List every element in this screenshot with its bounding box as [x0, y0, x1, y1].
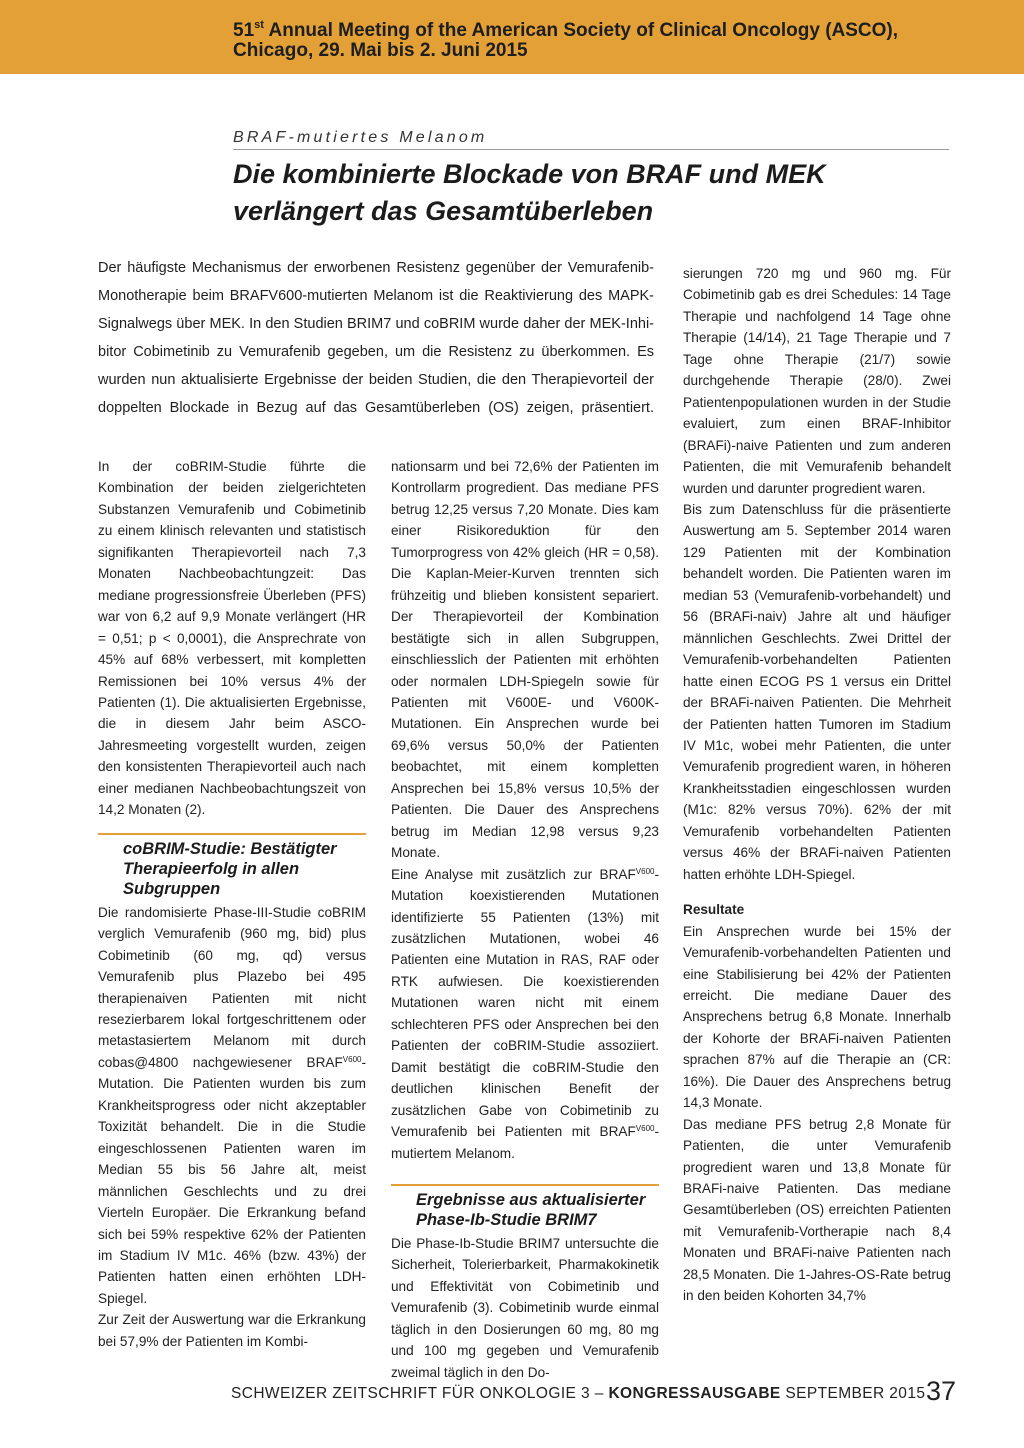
journal-name: SCHWEIZER ZEITSCHRIFT FÜR ONKOLOGIE 3 – — [231, 1385, 604, 1402]
page-number: 37 — [926, 1376, 957, 1406]
article-title-line2: verlängert das Gesamtüberleben — [233, 196, 654, 226]
meeting-title-line2: Chicago, 29. Mai bis 2. Juni 2015 — [233, 40, 528, 61]
paragraph: Zur Zeit der Auswertung war die Erkrankung bei 57,9% der Patienten im Kombi- — [98, 1312, 366, 1349]
subhead-divider — [391, 1184, 659, 1186]
section-heading: Ergebnisse aus aktualisierter Phase-Ib-Studie BRIM7 — [416, 1190, 646, 1229]
issue-date: SEPTEMBER 2015 — [785, 1385, 926, 1402]
article-topic: BRAF-mutiertes Melanom — [233, 129, 488, 146]
column-1 — [98, 456, 366, 1352]
lead-line: Der häufigste Mechanismus der erworbenen Resistenz gegenüber der Vemurafenib- — [98, 260, 654, 276]
section-heading: coBRIM-Studie: Bestätigter Therapieerfolg in allen Subgruppen — [123, 839, 337, 898]
lead-line: bitor Cobimetinib zu Vemurafenib gegeben, um die Resistenz zu überkommen. Es — [98, 344, 654, 360]
subhead-divider — [98, 833, 366, 835]
paragraph: Die randomisierte Phase-III-Studie coBRIM verglich Vemurafenib (960 mg, bid) plus Cobimetinib (60 mg, qd) versus Vemurafenib plus Plazebo bei 495 therapienaiven Patienten mit nicht resezierbarem lokal fortgeschrittenem oder metastasiertem Melanom mit durch cobas@4800 nachgewiesener $BRAF^{V600}$-Mutation. Die Patienten wurden bis zum Krankheitsprogress oder nicht akzeptabler Toxizität behandelt. Die in die Studie eingeschlossenen Patienten waren im Median 55 bis 56 Jahre alt, meist männlichen Geschlechts und zu drei Vierteln Europäer. Die Erkrankung befand sich bei 59% respektive 62% der Patienten im Stadium IV M1c. 46% (bzw. 43%) der Patienten hatten einen erhöhten LDH-Spiegel. — [98, 904, 366, 1306]
paragraph: Das mediane PFS betrug 2,8 Monate für Patienten, die unter Vemurafenib progredient waren und 13,8 Monate für BRAFi-naive Patienten. Das mediane Gesamtüberleben (OS) erreichten Patienten mit Vemurafenib-Vortherapie nach 8,4 Monaten und BRAFi-naive Patienten nach 28,5 Monaten. Die 1-Jahres-OS-Rate betrug in den beiden Kohorten 34,7% — [683, 1116, 951, 1304]
lead-line: wurden nun aktualisierte Ergebnisse der beiden Studien, die den Therapievorteil der — [98, 372, 654, 388]
header-banner — [0, 0, 1024, 74]
article-title — [233, 156, 953, 230]
paragraph: sierungen 720 mg und 960 mg. Für Cobimetinib gab es drei Schedules: 14 Tage Therapie und nachfolgend 14 Tage ohne Therapie (14/14), 21 Tage Therapie und 7 Tage ohne Therapie (21/7) sowie durchgehende Therapie (28/0). Zwei Patientenpopulationen wurden in der Studie evaluiert, zum einen BRAF-Inhibitor (BRAFi)-naive Patienten und zum anderen Patienten, die mit Vemurafenib behandelt wurden und darunter progredient waren. — [683, 266, 951, 496]
column-2 — [391, 456, 659, 1383]
paragraph: Ein Ansprechen wurde bei 15% der Vemurafenib-vorbehandelten Patienten und eine Stabilisierung bei 42% der Patienten erreicht. Die mediane Dauer des Ansprechens betrug 6,8 Monate. Innerhalb der Kohorte der BRAFi-naiven Patienten sprachen 87% auf die Therapie an (CR: 16%). Die Dauer des Ansprechens betrug 14,3 Monate. — [683, 923, 951, 1111]
paragraph: Eine Analyse mit zusätzlich zur $BRAF^{V600}$-Mutation koexistierenden Mutationen identifizierte 55 Patienten (13%) mit zusätzlichen Mutationen, wobei 46 Patienten eine Mutation in RAS, RAF oder RTK aufwiesen. Die koexistierenden Mutationen waren nicht mit einem schlechteren PFS oder Ansprechen bei den Patienten der coBRIM-Studie assoziiert. Damit bestätigt die coBRIM-Studie den deutlichen klinischen Benefit der zusätzlichen Gabe von Cobimetinib zu Vemurafenib bei Patienten mit $BRAF^{V600}$-mutiertem Melanom. — [391, 866, 659, 1161]
journal-footer — [231, 1385, 925, 1403]
article-title-line1: Die kombinierte Blockade von BRAF und MEK — [233, 159, 826, 189]
paragraph: Bis zum Datenschluss für die präsentierte Auswertung am 5. September 2014 waren 129 Patienten mit der Kombination behandelt worden. Die Patienten waren im median 53 (Vemurafenib-vorbehandelt) und 56 (BRAFi-naiv) Jahre alt und häufiger männlichen Geschlechts. Zwei Drittel der Vemurafenib-vorbehandelten Patienten hatte einen ECOG PS 1 versus ein Drittel der BRAFi-naiven Patienten. Die Mehrheit der Patienten hatten Tumoren im Stadium IV M1c, wobei mehr Patienten, die unter Vemurafenib progredient waren, in höheren Krankheitsstadien eingeschlossen wurden (M1c: 82% versus 70%). 62% der mit Vemurafenib vorbehandelten Patienten versus 46% der BRAFi-naiven Patienten hatten erhöhte LDH-Spiegel. — [683, 501, 951, 882]
edition-label: KONGRESSAUSGABE — [608, 1385, 781, 1402]
lead-line: Monotherapie beim BRAFV600-mutierten Melanom ist die Reaktivierung des MAPK- — [98, 288, 654, 304]
paragraph: Die Phase-Ib-Studie BRIM7 untersuchte die Sicherheit, Tolerierbarkeit, Pharmakokinetik und Effektivität von Cobimetinib und Vemurafenib (3). Cobimetinib wurde einmal täglich in den Dosierungen 60 mg, 80 mg und 100 mg gegeben und Vemurafenib zweimal täglich in den Do- — [391, 1235, 659, 1380]
section-heading: Resultate — [683, 902, 745, 918]
topic-divider — [233, 149, 949, 150]
meeting-title-line1: 51st Annual Meeting of the American Society of Clinical Oncology (ASCO), — [233, 19, 899, 41]
paragraph: nationsarm und bei 72,6% der Patienten im Kontrollarm progredient. Das mediane PFS betrug 12,25 versus 7,20 Monate. Dies kam einer Risikoreduktion für den Tumorprogress von 42% gleich (HR = 0,58). Die Kaplan-Meier-Kurven trennten sich frühzeitig und blieben konsistent separiert. Der Therapievorteil der Kombination bestätigte sich in allen Subgruppen, einschliesslich der Patienten mit erhöhten oder normalen LDH-Spiegeln sowie für Patienten mit V600E- und V600K-Mutationen. Ein Ansprechen wurde bei 69,6% versus 50,0% der Patienten beobachtet, mit einem kompletten Ansprechen bei 15,8% versus 10,5% der Patienten. Die Dauer des Ansprechens betrug im Median 12,98 versus 9,23 Monate. — [391, 459, 659, 861]
lead-line: Signalwegs über MEK. In den Studien BRIM7 und coBRIM wurde daher der MEK-Inhi- — [98, 316, 654, 332]
column-3 — [683, 263, 951, 1307]
lead-line: doppelten Blockade in Bezug auf das Gesamtüberleben (OS) zeigen, präsentiert. — [98, 400, 654, 416]
paragraph: In der coBRIM-Studie führte die Kombination der beiden zielgerichteten Substanzen Vemurafenib und Cobimetinib zu einem klinisch relevanten und statistisch signifikanten Therapievorteil nach 7,3 Monaten Nachbeobachtungzeit: Das mediane progressionsfreie Überleben (PFS) war von 6,2 auf 9,9 Monate verlängert (HR = 0,51; p < 0,0001), die Ansprechrate von 45% auf 68% verbessert, mit kompletten Remissionen bei 10% versus 4% der Patienten (1). Die aktualisierten Ergebnisse, die in diesem Jahr beim ASCO-Jahresmeeting vorgestellt wurden, zeigen den konsistenten Therapievorteil auch nach einer medianen Nachbeobachtungszeit von 14,2 Monaten (2). — [98, 459, 366, 818]
